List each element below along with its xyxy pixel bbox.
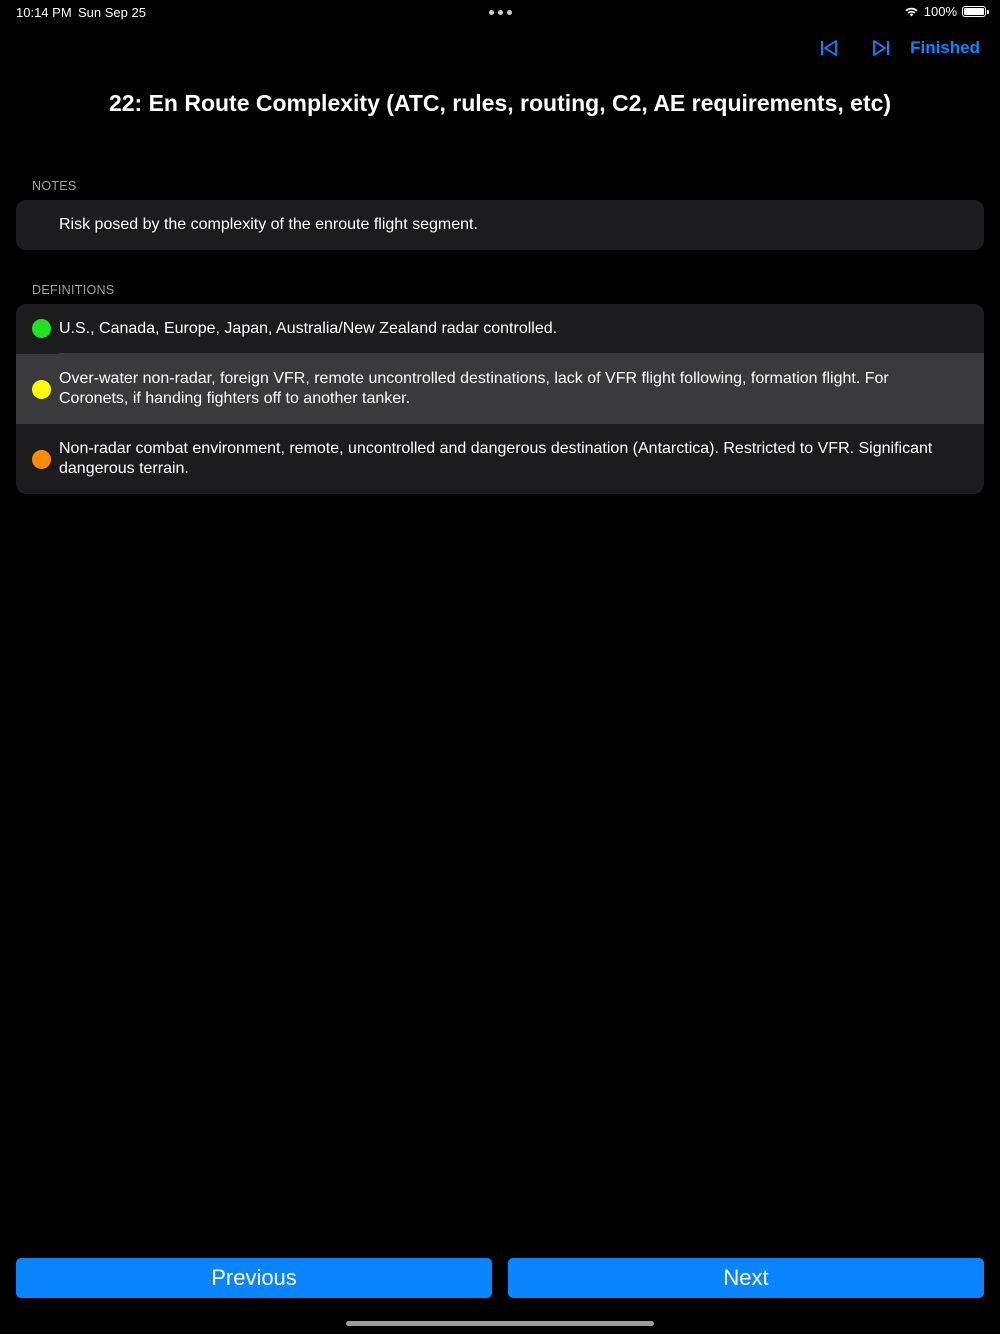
definitions-card — [16, 304, 984, 494]
notes-card — [16, 200, 984, 250]
finished-button[interactable]: Finished — [910, 38, 980, 57]
skip-to-first-icon[interactable] — [818, 34, 840, 62]
next-button[interactable]: Next — [508, 1258, 984, 1298]
page-title: 22: En Route Complexity (ATC, rules, routing, C2, AE requirements, etc) — [108, 90, 892, 116]
home-indicator[interactable] — [346, 1321, 654, 1326]
toolbar — [818, 34, 980, 62]
orange-status-dot-icon — [32, 450, 51, 469]
battery-percent: 100% — [923, 4, 957, 19]
wifi-icon — [904, 6, 919, 17]
notes-header: NOTES — [32, 179, 77, 193]
definitions-header: DEFINITIONS — [32, 283, 115, 297]
definition-text: Non-radar combat environment, remote, uncontrolled and dangerous destination (Antarctica). Restricted to VFR. Significant dangerous terrain. — [59, 440, 933, 477]
definition-row-green[interactable] — [16, 304, 984, 353]
definition-row-orange[interactable] — [16, 424, 984, 494]
status-date: Sun Sep 25 — [78, 5, 146, 20]
definition-text: U.S., Canada, Europe, Japan, Australia/New Zealand radar controlled. — [59, 320, 558, 337]
status-bar — [0, 0, 1000, 24]
skip-to-last-icon[interactable] — [870, 34, 892, 62]
multitasking-dots-icon[interactable] — [489, 10, 512, 15]
notes-text: Risk posed by the complexity of the enroute flight segment. — [59, 216, 478, 233]
definition-text: Over-water non-radar, foreign VFR, remote uncontrolled destinations, lack of VFR flight following, formation flight. For Coronets, if handing fighters off to another tanker. — [59, 370, 889, 407]
previous-button[interactable]: Previous — [16, 1258, 492, 1298]
green-status-dot-icon — [32, 319, 51, 338]
battery-icon — [962, 6, 986, 17]
status-time: 10:14 PM — [16, 5, 72, 20]
yellow-status-dot-icon — [32, 380, 51, 399]
definition-row-yellow[interactable] — [16, 354, 984, 424]
